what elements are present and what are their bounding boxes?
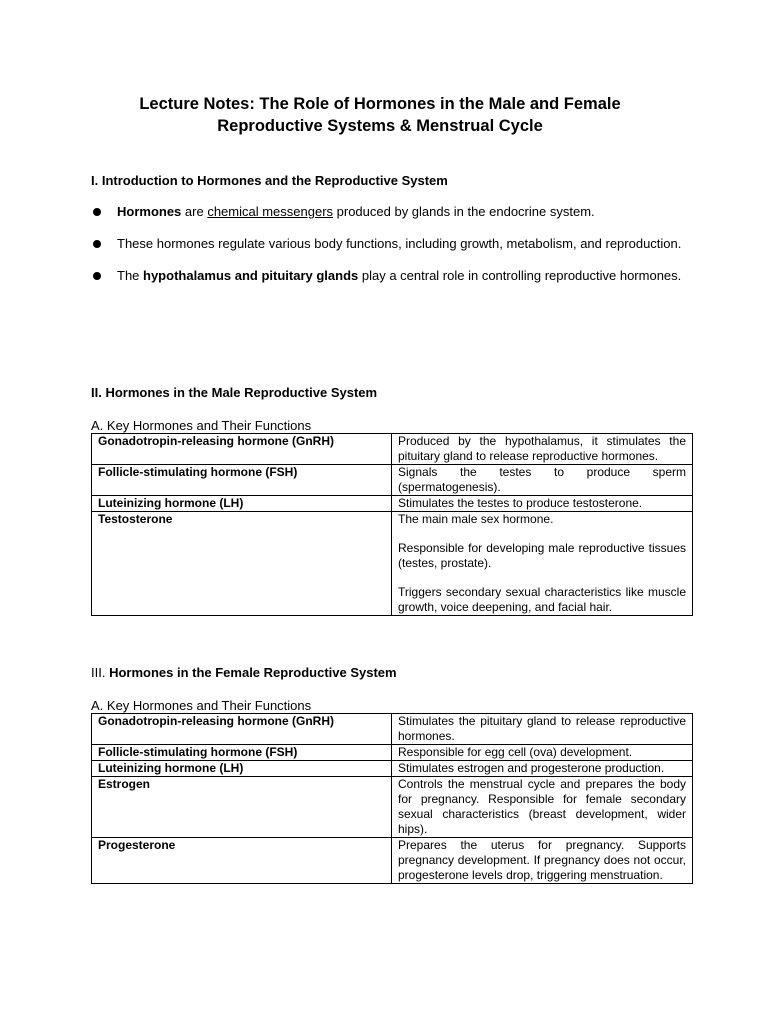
function-paragraph: Triggers secondary sexual characteristics like muscle growth, voice deepening, and facial hair. (398, 585, 686, 614)
function-paragraph: Responsible for developing male reproductive tissues (testes, prostate). (398, 541, 686, 570)
hormone-name-cell: Luteinizing hormone (LH) (92, 496, 392, 512)
hormone-function-cell (392, 434, 693, 465)
intro-bullet-list (91, 204, 691, 300)
title-line-1: Lecture Notes: The Role of Hormones in the Male and Female (139, 95, 621, 113)
bullet-item-hypothalamus: The hypothalamus and pituitary glands play a central role in controlling reproductive hormones. (91, 268, 691, 284)
hormone-function-cell (392, 838, 693, 884)
hormone-name-cell: Luteinizing hormone (LH) (92, 761, 392, 777)
section-2-subheading: A. Key Hormones and Their Functions (91, 418, 312, 433)
function-paragraph: Stimulates estrogen and progesterone production. (398, 761, 665, 775)
function-paragraph: Stimulates the testes to produce testosterone. (398, 496, 643, 510)
table-row (92, 714, 693, 745)
table-row (92, 761, 693, 777)
hormone-name-cell: Estrogen (92, 777, 392, 838)
function-paragraph: The main male sex hormone. (398, 512, 554, 526)
function-paragraph: Produced by the hypothalamus, it stimulates the pituitary gland to release reproductive hormones. (398, 434, 686, 463)
underlined-term: chemical messengers (207, 204, 334, 219)
hormone-name-cell: Gonadotropin-releasing hormone (GnRH) (92, 434, 392, 465)
hormone-name-cell: Follicle-stimulating hormone (FSH) (92, 745, 392, 761)
section-3-subheading: A. Key Hormones and Their Functions (91, 698, 312, 713)
table-row (92, 496, 693, 512)
male-hormones-table (91, 433, 693, 616)
hormone-function-cell (392, 761, 693, 777)
bullet-bold-hormones: Hormones (117, 204, 182, 219)
female-hormones-table (91, 713, 693, 884)
bullet-bold-hypothalamus: hypothalamus and pituitary glands (143, 268, 359, 283)
table-row (92, 745, 693, 761)
table-row (92, 465, 693, 496)
hormone-name-cell: Progesterone (92, 838, 392, 884)
table-row (92, 512, 693, 616)
function-paragraph: Controls the menstrual cycle and prepares the body for pregnancy. Responsible for female secondary sexual characteristics (breast development, wider hips). (398, 777, 686, 836)
hormone-function-cell (392, 465, 693, 496)
hormone-function-cell (392, 512, 693, 616)
hormone-function-cell (392, 745, 693, 761)
function-paragraph: Stimulates the pituitary gland to release reproductive hormones. (398, 714, 686, 743)
function-paragraph: Signals the testes to produce sperm (spermatogenesis). (398, 465, 686, 494)
function-paragraph: Prepares the uterus for pregnancy. Supports pregnancy development. If pregnancy does not occur, progesterone levels drop, triggering menstruation. (398, 838, 686, 882)
hormone-name-cell: Testosterone (92, 512, 392, 616)
section-2-heading: II. Hormones in the Male Reproductive System (91, 385, 378, 400)
function-paragraph: Responsible for egg cell (ova) development. (398, 745, 633, 759)
hormone-name-cell: Gonadotropin-releasing hormone (GnRH) (92, 714, 392, 745)
title-line-2: Reproductive Systems & Menstrual Cycle (217, 117, 543, 135)
section-1-heading: I. Introduction to Hormones and the Reproductive System (91, 173, 448, 188)
bullet-item-hormones: Hormones are chemical messengers produced by glands in the endocrine system. (91, 204, 691, 220)
hormone-function-cell (392, 777, 693, 838)
table-row (92, 838, 693, 884)
section-3-heading: III. Hormones in the Female Reproductive System (91, 665, 397, 680)
bullet-item-regulation: These hormones regulate various body functions, including growth, metabolism, and reproduction. (91, 236, 691, 252)
hormone-name-cell: Follicle-stimulating hormone (FSH) (92, 465, 392, 496)
page-title (80, 93, 680, 137)
table-row (92, 777, 693, 838)
hormone-function-cell (392, 496, 693, 512)
hormone-function-cell (392, 714, 693, 745)
table-row (92, 434, 693, 465)
